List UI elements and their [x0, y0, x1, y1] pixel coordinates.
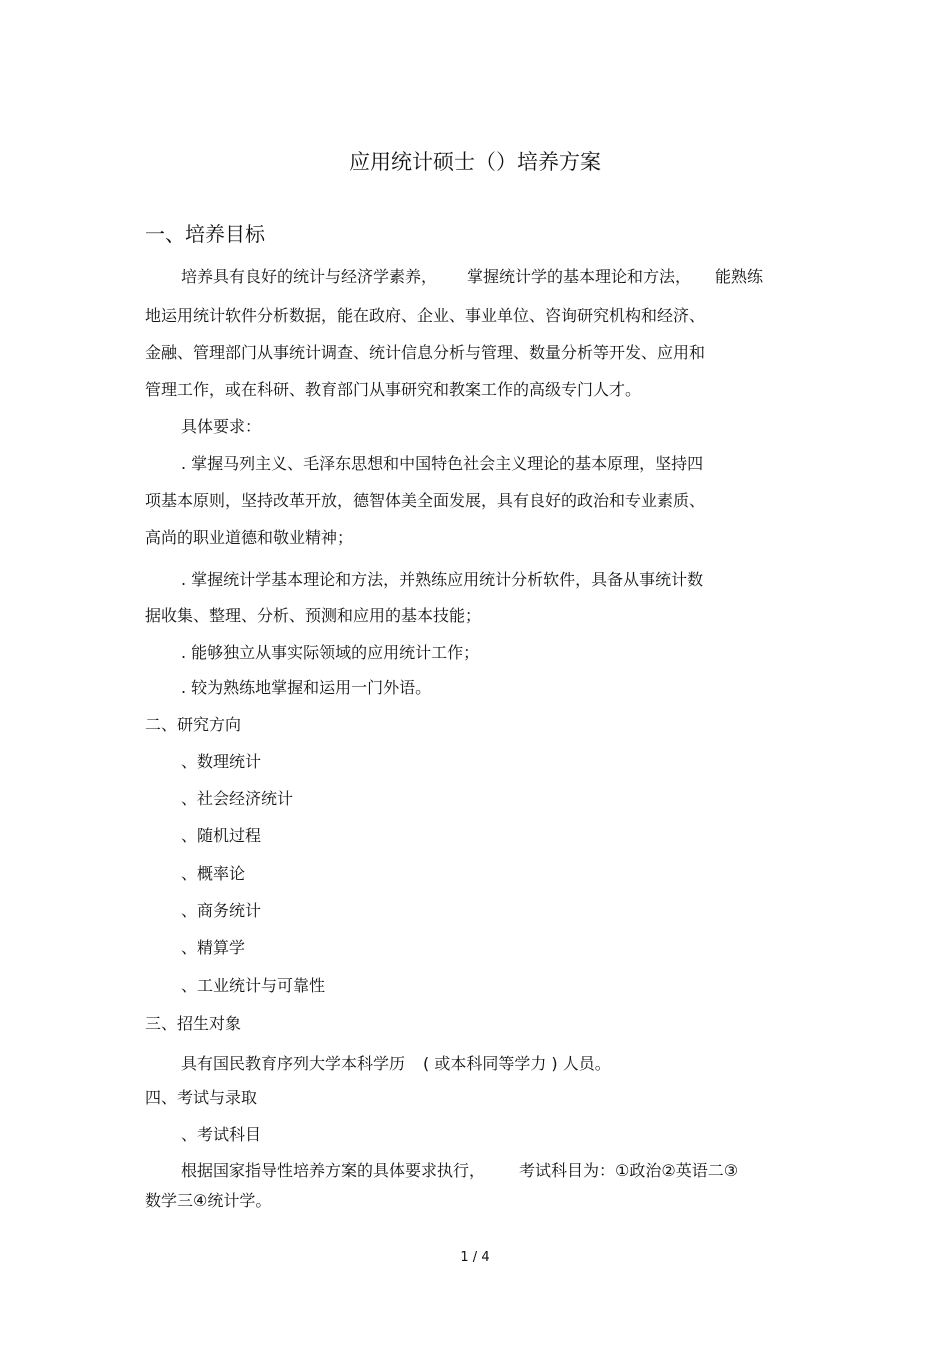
requirement-line: 项基本原则，坚持改革开放，德智体美全面发展，具有良好的政治和专业素质、: [145, 491, 706, 510]
text-segment: 培养具有良好的统计与经济学素养，: [181, 267, 438, 286]
text-segment: 能熟练: [715, 267, 764, 286]
paragraph-line: [181, 265, 763, 289]
text-segment: ( 或本科同等学力 ) 人员。: [423, 1054, 611, 1073]
page-number: 1 / 4: [460, 1250, 490, 1265]
paragraph-line: 地运用统计软件分析数据，能在政府、企业、事业单位、咨询研究机构和经济、: [145, 306, 706, 325]
research-direction-item: 、精算学: [181, 938, 246, 957]
paragraph-line: 数学三④统计学。: [145, 1191, 272, 1210]
requirement-line: . 能够独立从事实际领域的应用统计工作；: [181, 643, 480, 662]
text-segment: 根据国家指导性培养方案的具体要求执行，: [181, 1161, 486, 1180]
document-title: 应用统计硕士（）培养方案: [349, 150, 601, 174]
subsection-heading: 、考试科目: [181, 1125, 262, 1144]
requirements-label: 具体要求：: [181, 417, 262, 436]
section-3-heading: 三、招生对象: [145, 1014, 242, 1033]
requirement-line: 高尚的职业道德和敬业精神；: [145, 528, 354, 547]
research-direction-item: 、社会经济统计: [181, 789, 294, 808]
text-segment: 掌握统计学的基本理论和方法，: [467, 267, 692, 286]
research-direction-item: 、数理统计: [181, 752, 262, 771]
text-segment: 考试科目为：①政治②英语二③: [519, 1161, 739, 1180]
text-segment: 具有国民教育序列大学本科学历: [181, 1054, 406, 1073]
research-direction-item: 、概率论: [181, 864, 246, 883]
paragraph-line: 金融、管理部门从事统计调查、统计信息分析与管理、数量分析等开发、应用和: [145, 343, 706, 362]
requirement-line: . 较为熟练地掌握和运用一门外语。: [181, 678, 432, 697]
paragraph-line: 管理工作，或在科研、教育部门从事研究和教案工作的高级专门人才。: [145, 380, 642, 399]
requirement-line: 据收集、整理、分析、预测和应用的基本技能；: [145, 606, 482, 625]
section-1-heading: 一、培养目标: [145, 222, 265, 246]
research-direction-item: 、商务统计: [181, 901, 262, 920]
section-4-heading: 四、考试与录取: [145, 1088, 258, 1107]
paragraph-line: [181, 1159, 738, 1183]
research-direction-item: 、工业统计与可靠性: [181, 976, 326, 995]
section-2-heading: 二、研究方向: [145, 715, 242, 734]
requirement-line: . 掌握统计学基本理论和方法，并熟练应用统计分析软件，具备从事统计数: [181, 570, 704, 589]
research-direction-item: 、随机过程: [181, 826, 262, 845]
enrollment-text: [181, 1052, 611, 1076]
requirement-line: . 掌握马列主义、毛泽东思想和中国特色社会主义理论的基本原理，坚持四: [181, 454, 704, 473]
